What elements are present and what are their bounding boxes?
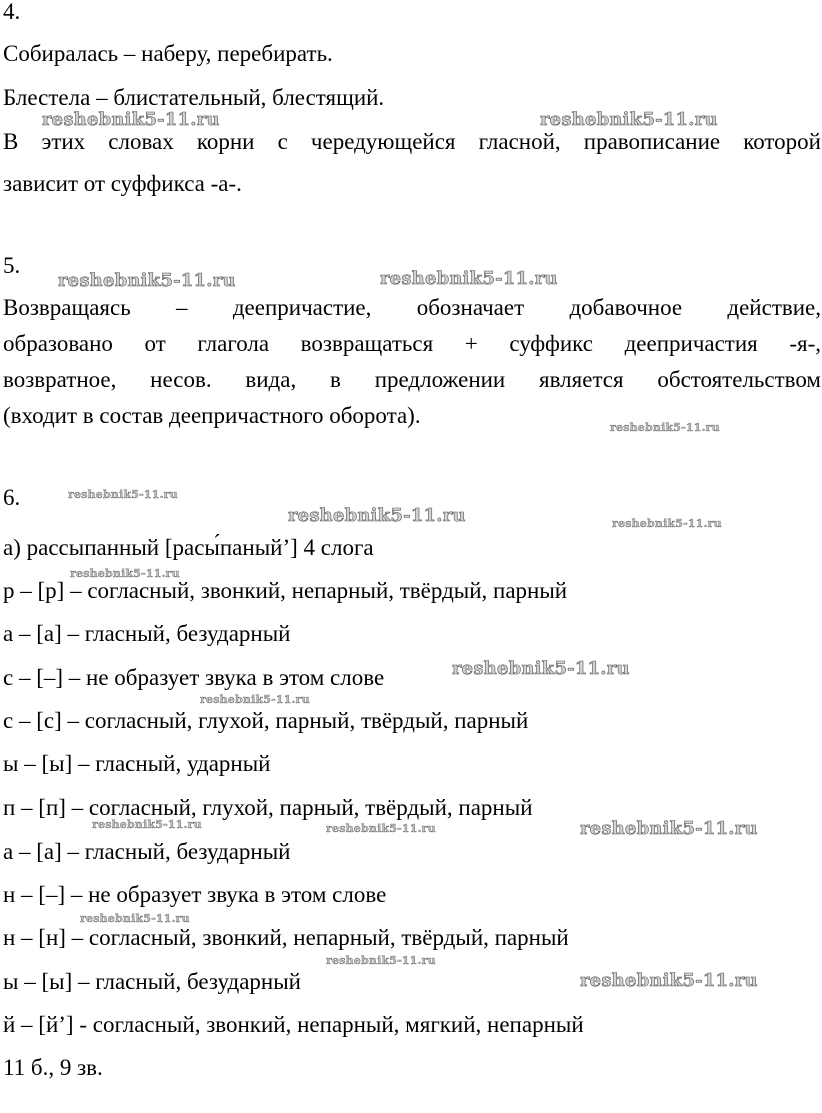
phoneme-row: й – [й’] - согласный, звонкий, непарный, мягкий, непарный	[3, 1012, 584, 1037]
watermark: reshebnik5-11.ru	[540, 109, 718, 130]
section-5-line-3: возвратное, несов. вида, в предложении является обстоятельством	[3, 367, 821, 392]
phoneme-row: н – [н] – согласный, звонкий, непарный, твёрдый, парный	[3, 925, 569, 950]
phoneme-row: р – [р] – согласный, звонкий, непарный, твёрдый, парный	[3, 578, 568, 603]
watermark: reshebnik5-11.ru	[42, 109, 220, 130]
watermark: reshebnik5-11.ru	[580, 970, 758, 991]
phoneme-row: ы – [ы] – гласный, безударный	[3, 969, 301, 994]
watermark: reshebnik5-11.ru	[58, 270, 236, 291]
phoneme-row: а – [а] – гласный, безударный	[3, 839, 291, 864]
section-4-line-1: Собиралась – наберу, перебирать.	[3, 41, 333, 66]
section-4-paragraph-line-1: В этих словах корни с чередующейся гласной, правописание которой	[3, 129, 821, 154]
section-5-number: 5.	[3, 253, 21, 278]
watermark: reshebnik5-11.ru	[68, 488, 178, 501]
section-6-heading: а) рассыпанный [расы́паный’] 4 слога	[3, 535, 374, 560]
watermark: reshebnik5-11.ru	[80, 912, 190, 925]
watermark: reshebnik5-11.ru	[612, 517, 722, 530]
phoneme-row: ы – [ы] – гласный, ударный	[3, 751, 271, 776]
section-4-line-2: Блестела – блистательный, блестящий.	[3, 85, 385, 110]
phoneme-row: с – [с] – согласный, глухой, парный, твёрдый, парный	[3, 708, 529, 733]
watermark: reshebnik5-11.ru	[452, 658, 630, 679]
section-6-summary: 11 б., 9 зв.	[3, 1055, 103, 1080]
watermark: reshebnik5-11.ru	[326, 954, 436, 967]
section-4-number: 4.	[3, 0, 21, 24]
watermark: reshebnik5-11.ru	[200, 693, 310, 706]
watermark: reshebnik5-11.ru	[580, 818, 758, 839]
watermark: reshebnik5-11.ru	[610, 421, 720, 434]
section-4-paragraph-line-2: зависит от суффикса -а-.	[3, 171, 242, 196]
section-5-line-1: Возвращаясь – деепричастие, обозначает добавочное действие,	[3, 295, 821, 320]
section-6-number: 6.	[3, 485, 21, 510]
watermark: reshebnik5-11.ru	[380, 268, 558, 289]
phoneme-row: с – [–] – не образует звука в этом слове	[3, 665, 385, 690]
phoneme-row: а – [а] – гласный, безударный	[3, 621, 291, 646]
section-5-line-4: (входит в состав деепричастного оборота).	[3, 403, 421, 428]
phoneme-row: п – [п] – согласный, глухой, парный, твёрдый, парный	[3, 795, 533, 820]
watermark: reshebnik5-11.ru	[326, 822, 436, 835]
watermark: reshebnik5-11.ru	[288, 505, 466, 526]
phoneme-row: н – [–] – не образует звука в этом слове	[3, 882, 387, 907]
section-5-line-2: образовано от глагола возвращаться + суффикс деепричастия -я-,	[3, 331, 821, 356]
watermark: reshebnik5-11.ru	[92, 818, 202, 831]
watermark: reshebnik5-11.ru	[70, 567, 180, 580]
